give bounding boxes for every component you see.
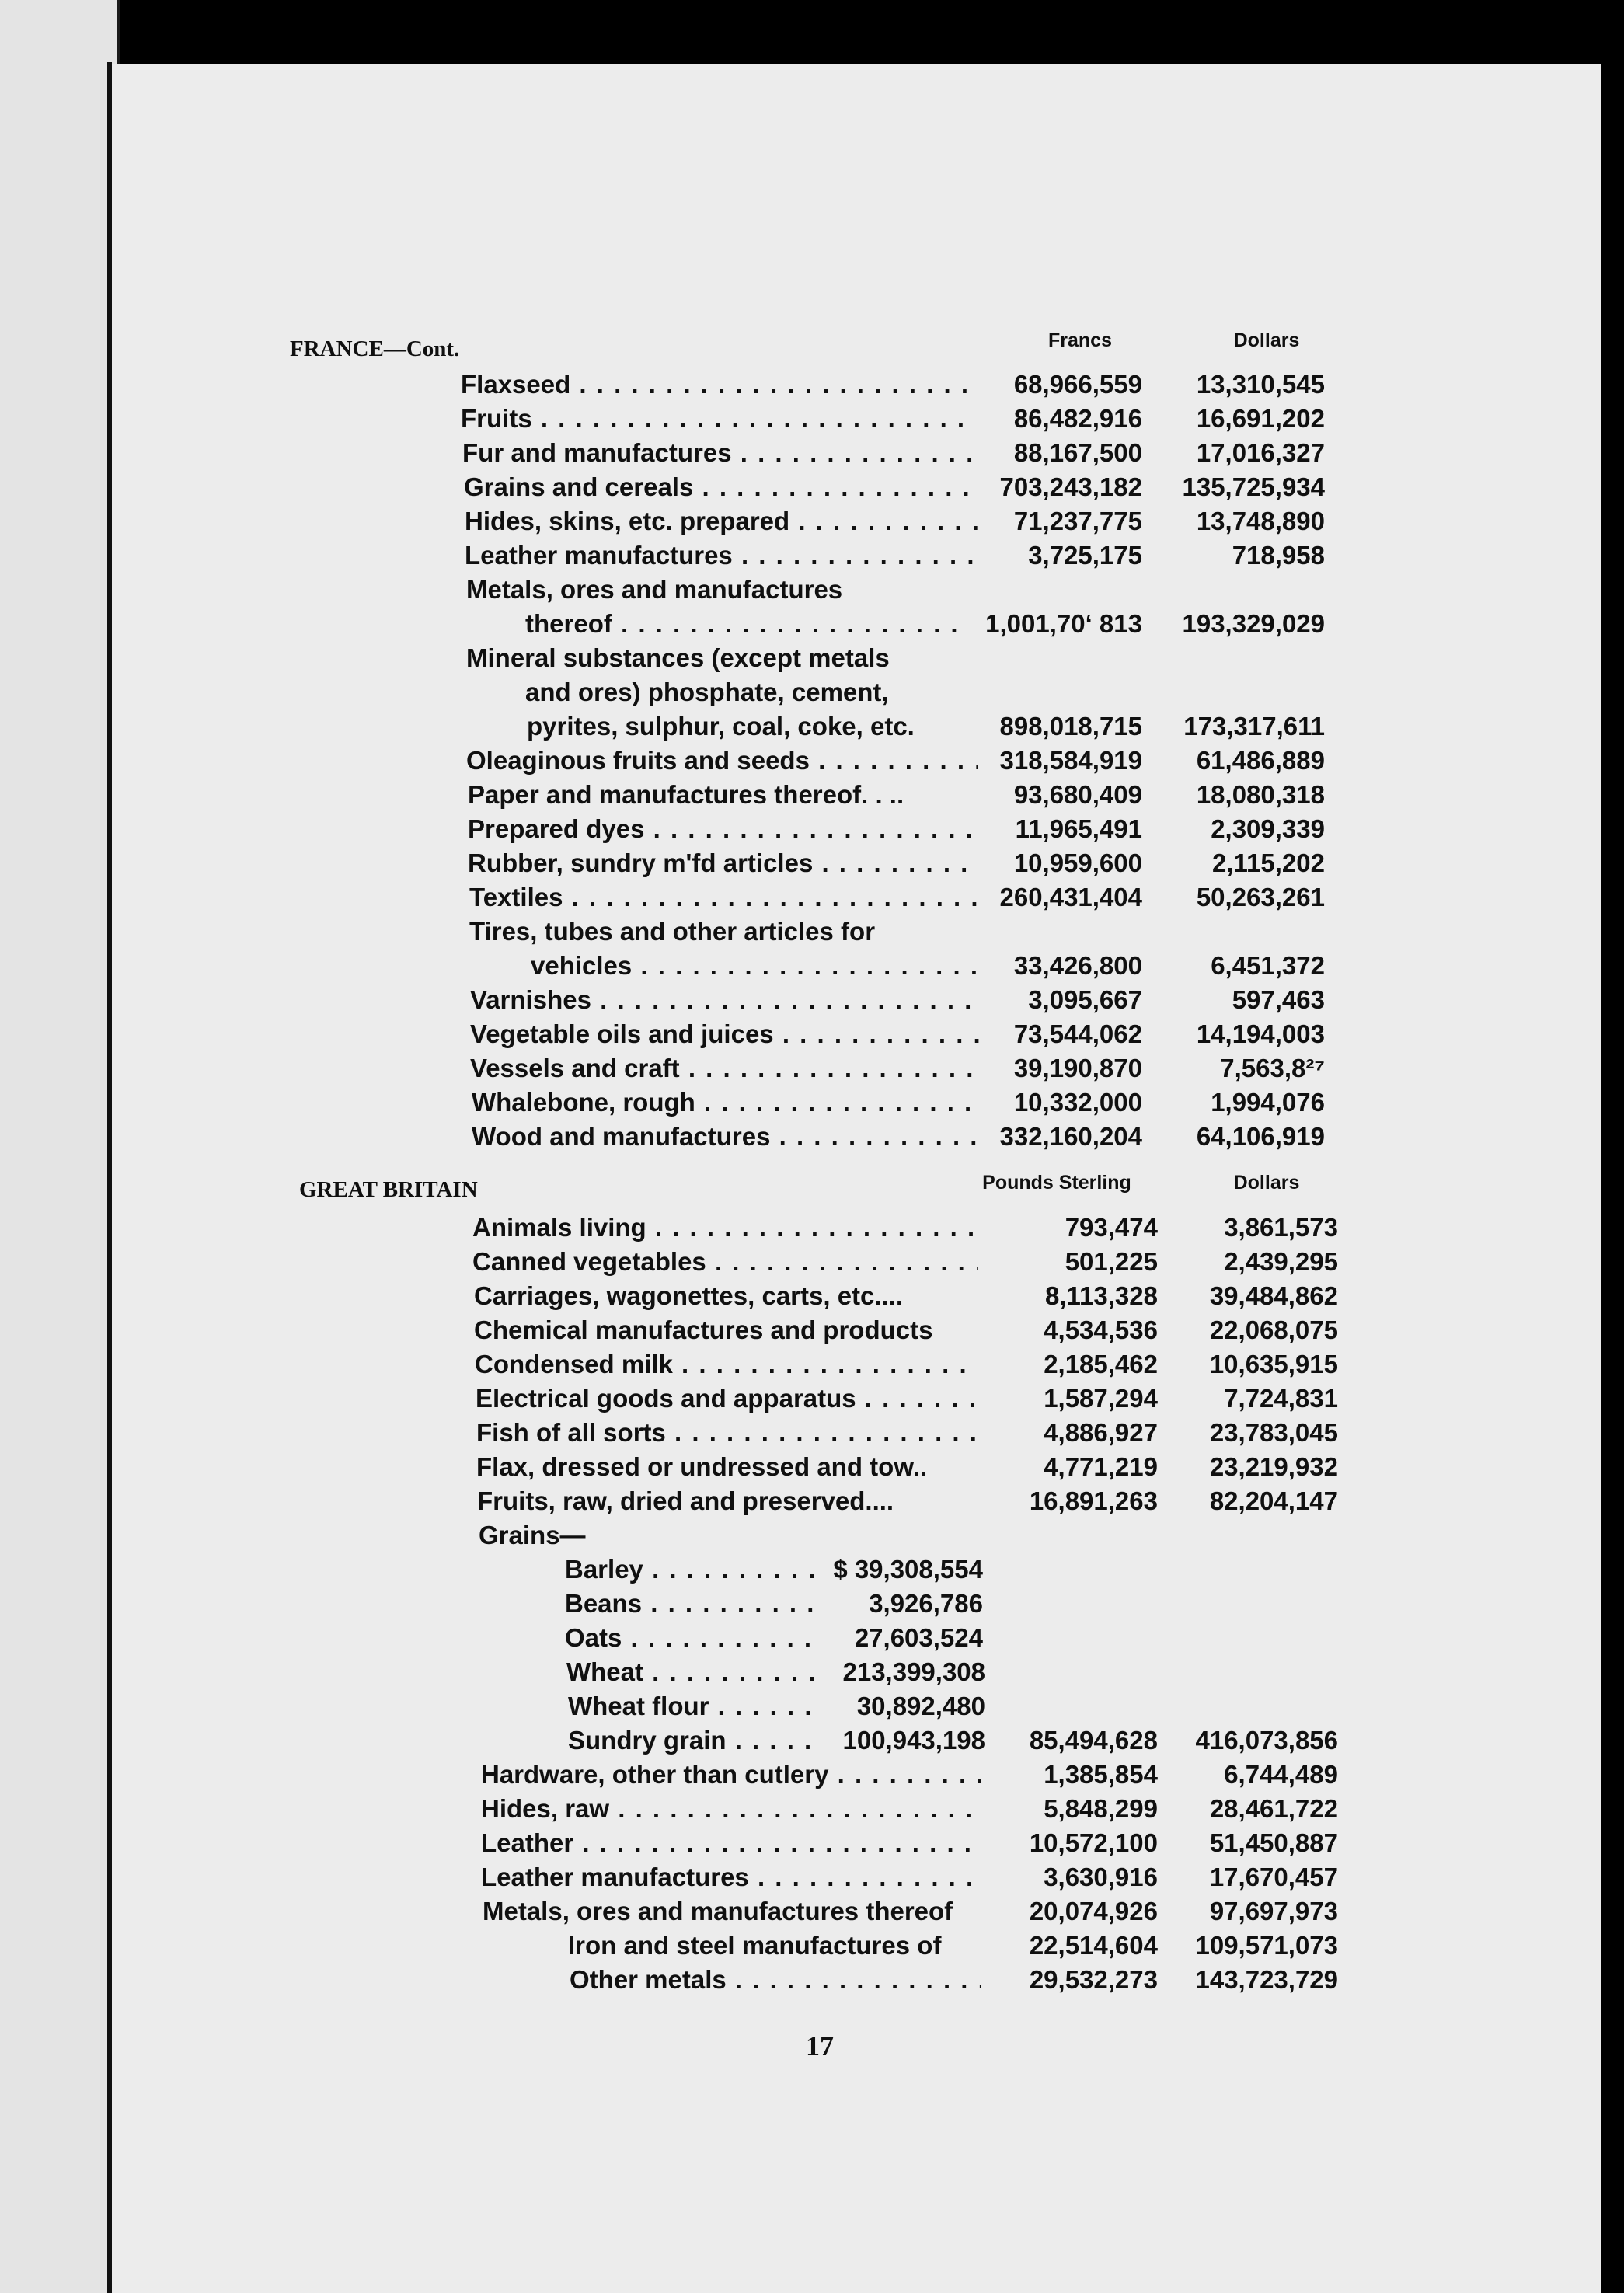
row-value-dollars: 13,748,890 xyxy=(1196,507,1325,535)
row-value-francs: 10,959,600 xyxy=(1013,849,1142,877)
page-number: 17 xyxy=(806,2030,834,2061)
table-row xyxy=(0,1051,1624,1086)
list-item xyxy=(0,1689,1624,1723)
column-header-dollars: Dollars xyxy=(1233,1172,1300,1194)
row-value-dollars: 23,783,045 xyxy=(1209,1418,1338,1447)
grain-item: Oats . . . xyxy=(565,1621,814,1655)
row-item: Oleaginous fruits and seeds . . . xyxy=(466,744,978,778)
row-value-francs: 1,001,70‘ 813 xyxy=(985,609,1142,638)
row-item: Mineral substances (except metals xyxy=(466,643,890,672)
table-row xyxy=(0,675,1624,709)
row-item: Flax, dressed or undressed and tow.. xyxy=(476,1452,928,1481)
row-value-dollars: 2,439,295 xyxy=(1224,1247,1338,1276)
grain-item: Barley . . . xyxy=(565,1552,814,1587)
row-value-pounds: 16,891,263 xyxy=(1029,1486,1158,1515)
row-item: Vessels and craft . . . xyxy=(470,1051,980,1086)
row-value-dollars: 3,861,573 xyxy=(1224,1213,1338,1242)
row-value-francs: 332,160,204 xyxy=(999,1122,1142,1151)
row-item: Vegetable oils and juices . . . xyxy=(470,1017,980,1051)
row-value-pounds: 29,532,273 xyxy=(1029,1965,1158,1994)
table-row xyxy=(0,1450,1624,1484)
row-value-francs: 318,584,919 xyxy=(999,746,1142,775)
list-item xyxy=(0,1723,1624,1758)
row-item: and ores) phosphate, cement, xyxy=(525,678,889,706)
row-value-pounds: 1,587,294 xyxy=(1044,1384,1158,1413)
row-item: pyrites, sulphur, coal, coke, etc. xyxy=(527,712,915,741)
table-row xyxy=(0,1860,1624,1894)
table-row xyxy=(0,1826,1624,1860)
row-value-dollars: 173,317,611 xyxy=(1183,712,1325,741)
row-item: Fruits, raw, dried and preserved.... xyxy=(477,1486,894,1515)
table-row xyxy=(0,778,1624,812)
row-item: Canned vegetables . . . xyxy=(472,1245,978,1279)
section-title-great-britain: GREAT BRITAIN xyxy=(299,1177,478,1202)
row-item: Fur and manufactures . . . xyxy=(462,436,974,470)
row-value-pounds: 20,074,926 xyxy=(1029,1897,1158,1925)
row-value-pounds: 8,113,328 xyxy=(1045,1281,1158,1310)
table-row xyxy=(0,846,1624,880)
column-header-pounds-sterling: Pounds Sterling xyxy=(982,1172,1131,1194)
row-value-francs: 86,482,916 xyxy=(1013,404,1142,433)
row-item: Tires, tubes and other articles for xyxy=(469,917,876,946)
table-row xyxy=(0,812,1624,846)
row-item: Flaxseed . . . xyxy=(461,368,974,402)
grain-item: Wheat . . . xyxy=(566,1655,814,1689)
row-value-francs: 71,237,775 xyxy=(1013,507,1142,535)
row-value-dollars: 109,571,073 xyxy=(1195,1931,1338,1960)
row-value-pounds: 4,534,536 xyxy=(1044,1316,1158,1344)
table-row xyxy=(0,1279,1624,1313)
grain-value: 3,926,786 xyxy=(869,1589,983,1618)
column-header-francs: Francs xyxy=(1048,329,1112,351)
row-value-dollars: 61,486,889 xyxy=(1196,746,1325,775)
list-item xyxy=(0,1621,1624,1655)
row-value-dollars: 14,194,003 xyxy=(1196,1019,1325,1048)
table-row xyxy=(0,573,1624,607)
row-value-francs: 39,190,870 xyxy=(1013,1054,1142,1082)
row-value-pounds: 1,385,854 xyxy=(1044,1760,1158,1789)
row-value-dollars: 135,725,934 xyxy=(1182,472,1325,501)
table-row xyxy=(0,1120,1624,1154)
list-item xyxy=(0,1655,1624,1689)
row-value-dollars: 6,744,489 xyxy=(1224,1760,1338,1789)
grain-value: 213,399,308 xyxy=(842,1657,985,1686)
table-row xyxy=(0,402,1624,436)
row-item: Metals, ores and manufactures thereof xyxy=(483,1897,953,1925)
row-value-dollars: 82,204,147 xyxy=(1209,1486,1338,1515)
row-item: Fruits . . . xyxy=(461,402,974,436)
row-item: Metals, ores and manufactures xyxy=(466,575,843,604)
row-value-dollars: 597,463 xyxy=(1232,985,1325,1014)
table-row xyxy=(0,709,1624,744)
row-value-pounds: 22,514,604 xyxy=(1029,1931,1158,1960)
row-item: Hardware, other than cutlery . . . xyxy=(481,1758,981,1792)
table-row xyxy=(0,607,1624,641)
row-value-dollars: 17,016,327 xyxy=(1196,438,1325,467)
table-row xyxy=(0,1313,1624,1347)
grain-item: Sundry grain . . . xyxy=(568,1723,814,1758)
row-value-dollars: 97,697,973 xyxy=(1209,1897,1338,1925)
row-item: Other metals . . . xyxy=(570,1963,981,1997)
list-item xyxy=(0,1587,1624,1621)
row-value-pounds: 793,474 xyxy=(1065,1213,1158,1242)
row-value-pounds: 5,848,299 xyxy=(1044,1794,1158,1823)
table-row xyxy=(0,368,1624,402)
row-item: Grains and cereals . . . xyxy=(464,470,977,504)
row-value-francs: 33,426,800 xyxy=(1013,951,1142,980)
row-value-dollars: 718,958 xyxy=(1232,541,1325,570)
table-row xyxy=(0,744,1624,778)
grain-item: Wheat flour . . . xyxy=(568,1689,814,1723)
table-row xyxy=(0,1929,1624,1963)
row-value-dollars: 1,994,076 xyxy=(1211,1088,1325,1117)
row-value-dollars: 2,115,202 xyxy=(1212,849,1325,877)
row-value-francs: 260,431,404 xyxy=(999,883,1142,911)
row-value-dollars: 51,450,887 xyxy=(1209,1828,1338,1857)
table-row xyxy=(0,1484,1624,1518)
table-row xyxy=(0,1792,1624,1826)
row-value-dollars: 2,309,339 xyxy=(1211,814,1325,843)
row-item: Rubber, sundry m'fd articles . . . xyxy=(468,846,979,880)
section-title-france: FRANCE—Cont. xyxy=(290,336,460,361)
row-value-dollars: 28,461,722 xyxy=(1209,1794,1338,1823)
row-value-pounds: 3,630,916 xyxy=(1044,1863,1158,1891)
row-value-francs: 88,167,500 xyxy=(1013,438,1142,467)
row-value-dollars: 10,635,915 xyxy=(1209,1350,1338,1378)
row-value-francs: 3,725,175 xyxy=(1028,541,1142,570)
row-item: Carriages, wagonettes, carts, etc.... xyxy=(474,1281,904,1310)
row-value-pounds: 85,494,628 xyxy=(1029,1726,1158,1755)
row-item: Textiles . . . xyxy=(469,880,981,915)
table-row xyxy=(0,880,1624,915)
row-value-dollars: 13,310,545 xyxy=(1196,370,1325,399)
row-value-dollars: 39,484,862 xyxy=(1209,1281,1338,1310)
table-row xyxy=(0,1382,1624,1416)
row-value-pounds: 4,771,219 xyxy=(1044,1452,1158,1481)
table-row xyxy=(0,1086,1624,1120)
table-row xyxy=(0,915,1624,949)
row-value-dollars: 17,670,457 xyxy=(1209,1863,1338,1891)
row-item: Whalebone, rough . . . xyxy=(472,1086,981,1120)
grain-item: Beans . . . xyxy=(565,1587,814,1621)
row-value-francs: 93,680,409 xyxy=(1013,780,1142,809)
table-row xyxy=(0,949,1624,983)
row-item: Varnishes . . . xyxy=(470,983,980,1017)
row-value-dollars: 6,451,372 xyxy=(1211,951,1325,980)
row-item: Hides, raw . . . xyxy=(481,1792,981,1826)
table-row xyxy=(0,538,1624,573)
row-value-dollars: 64,106,919 xyxy=(1196,1122,1325,1151)
row-value-dollars: 416,073,856 xyxy=(1195,1726,1338,1755)
table-row xyxy=(0,1758,1624,1792)
table-row xyxy=(0,1211,1624,1245)
row-value-dollars: 193,329,029 xyxy=(1182,609,1325,638)
row-value-francs: 11,965,491 xyxy=(1015,814,1142,843)
grain-value: $ 39,308,554 xyxy=(833,1555,983,1584)
list-item xyxy=(0,1552,1624,1587)
row-item: Animals living . . . xyxy=(472,1211,978,1245)
row-item: Leather manufactures . . . xyxy=(481,1860,981,1894)
row-item: Chemical manufactures and products xyxy=(474,1316,933,1344)
table-row xyxy=(0,1245,1624,1279)
row-item: Fish of all sorts . . . xyxy=(476,1416,980,1450)
row-value-francs: 10,332,000 xyxy=(1013,1088,1142,1117)
row-item: Hides, skins, etc. prepared . . . xyxy=(465,504,978,538)
row-item: Leather . . . xyxy=(481,1826,981,1860)
table-row xyxy=(0,983,1624,1017)
row-item: thereof . . . xyxy=(525,607,960,641)
row-value-dollars: 7,724,831 xyxy=(1224,1384,1338,1413)
table-row xyxy=(0,1894,1624,1929)
row-value-francs: 703,243,182 xyxy=(999,472,1142,501)
row-value-dollars: 50,263,261 xyxy=(1196,883,1325,911)
row-value-pounds: 501,225 xyxy=(1065,1247,1158,1276)
grain-value: 30,892,480 xyxy=(856,1692,985,1720)
grain-value: 100,943,198 xyxy=(842,1726,985,1755)
row-value-francs: 3,095,667 xyxy=(1028,985,1142,1014)
row-value-dollars: 7,563,8²⁷ xyxy=(1220,1054,1325,1082)
row-item: Leather manufactures . . . xyxy=(465,538,978,573)
table-row xyxy=(0,1347,1624,1382)
row-value-dollars: 23,219,932 xyxy=(1209,1452,1338,1481)
row-value-francs: 73,544,062 xyxy=(1013,1019,1142,1048)
row-value-dollars: 22,068,075 xyxy=(1209,1316,1338,1344)
row-value-pounds: 10,572,100 xyxy=(1029,1828,1158,1857)
row-value-dollars: 18,080,318 xyxy=(1196,780,1325,809)
row-item: Paper and manufactures thereof. . .. xyxy=(468,780,904,809)
table-row xyxy=(0,436,1624,470)
grain-value: 27,603,524 xyxy=(854,1623,983,1652)
column-header-dollars: Dollars xyxy=(1233,329,1300,351)
row-value-francs: 68,966,559 xyxy=(1013,370,1142,399)
row-item: vehicles . . . xyxy=(531,949,980,983)
row-item: Iron and steel manufactures of xyxy=(568,1931,942,1960)
table-row xyxy=(0,470,1624,504)
table-row xyxy=(0,504,1624,538)
table-row xyxy=(0,1416,1624,1450)
row-item: Electrical goods and apparatus . . . xyxy=(476,1382,979,1416)
row-value-dollars: 143,723,729 xyxy=(1195,1965,1338,1994)
row-item: Grains— xyxy=(479,1521,586,1549)
row-item: Condensed milk . . . xyxy=(475,1347,978,1382)
row-value-francs: 898,018,715 xyxy=(999,712,1142,741)
table-row xyxy=(0,1518,1624,1552)
table-row xyxy=(0,1017,1624,1051)
row-item: Wood and manufactures . . . xyxy=(472,1120,981,1154)
row-item: Prepared dyes . . . xyxy=(468,812,979,846)
table-row xyxy=(0,1963,1624,1997)
row-value-pounds: 2,185,462 xyxy=(1044,1350,1158,1378)
row-value-dollars: 16,691,202 xyxy=(1196,404,1325,433)
row-value-pounds: 4,886,927 xyxy=(1044,1418,1158,1447)
table-row xyxy=(0,641,1624,675)
